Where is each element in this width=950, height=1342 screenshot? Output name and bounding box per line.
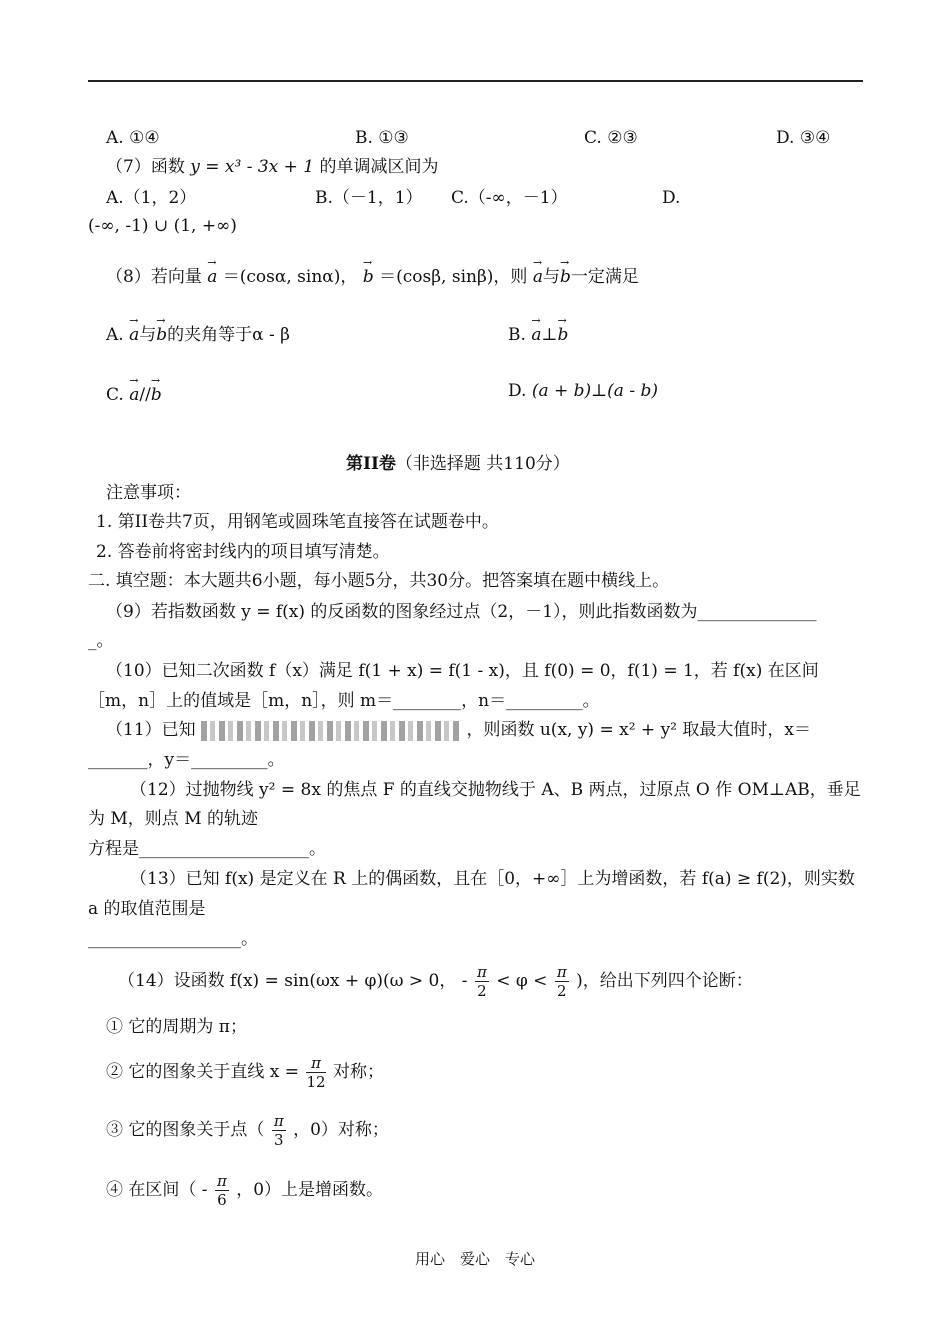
vector-a: → a	[531, 320, 541, 346]
q7-option-b: B.（－1，1）	[315, 188, 423, 208]
q6-option-d: D. ③④	[776, 128, 831, 148]
q14-s3-suffix: ，0）对称；	[293, 1120, 389, 1140]
q10-line1: （10）已知二次函数 f（x）满足 f(1 + x) = f(1 - x)，且 f(0) = 0，f(1) = 1，若 f(x) 在区间	[106, 661, 819, 681]
section2-title-rest: （非选择题 共110分）	[395, 454, 570, 474]
q13-line2: a 的取值范围是	[88, 899, 206, 919]
q11-suffix: ，则函数 u(x, y) = x² + y² 取最大值时，x＝	[466, 720, 811, 740]
q9-line1: （9）若指数函数 y = f(x) 的反函数的图象经过点（2，－1），则此指数函数为______________	[106, 602, 817, 622]
q8-and: 与	[542, 267, 560, 287]
fraction-pi-over-3	[272, 1112, 286, 1149]
fill-blank-header: 二. 填空题：本大题共6小题，每小题5分，共30分。把答案填在题中横线上。	[88, 571, 670, 591]
vector-a: → a	[533, 262, 543, 288]
fraction-pi-over-12	[306, 1054, 325, 1091]
obscured-inequality-image	[201, 721, 461, 741]
vector-b: → b	[151, 380, 162, 406]
q8-a-label: A.	[106, 325, 124, 345]
q8-d-text: (a + b)⊥(a - b)	[531, 381, 658, 401]
q6-option-b: B. ①③	[355, 128, 409, 148]
frac-num: π	[476, 963, 487, 981]
fraction-pi-over-6	[215, 1172, 229, 1209]
q14-statement-3	[106, 1111, 389, 1149]
q7-suffix: 的单调减区间为	[319, 157, 439, 177]
q7-formula: y = x³ - 3x + 1	[190, 157, 315, 177]
q7-option-d: D.	[662, 188, 681, 208]
q8-stem	[106, 262, 639, 288]
q14-statement-2	[106, 1053, 384, 1091]
vector-a: → a	[207, 262, 217, 288]
section2-title-bold: 第II卷	[346, 454, 396, 474]
q14-s3-prefix: ③ 它的图象关于点（	[106, 1120, 265, 1140]
q8-option-c	[106, 380, 162, 406]
notes-title: 注意事项：	[106, 483, 191, 503]
q14-s2-suffix: 对称；	[332, 1062, 384, 1082]
vector-a: → a	[129, 380, 139, 406]
q8-prefix: （8）若向量	[106, 267, 202, 287]
q8-tail: 一定满足	[570, 267, 639, 287]
q11-prefix: （11）已知	[106, 720, 196, 740]
note-2: 2. 答卷前将密封线内的项目填写清楚。	[96, 542, 390, 562]
note-1: 1. 第II卷共7页，用钢笔或圆珠笔直接答在试题卷中。	[96, 512, 499, 532]
frac-num: π	[306, 1054, 325, 1073]
q8-a-text: 的夹角等于α - β	[167, 325, 290, 345]
q7-option-c: C.（-∞，－1）	[451, 188, 568, 208]
vector-a: → a	[129, 320, 139, 346]
vector-b: → b	[363, 262, 374, 288]
q14-stem	[118, 962, 753, 1000]
q9-line2: _。	[88, 631, 114, 651]
frac-den: 12	[306, 1073, 326, 1091]
q14-s4-prefix: ④ 在区间（ -	[106, 1180, 208, 1200]
q10-line2: ［m，n］上的值域是［m，n］，则 m＝________，n＝_________。	[88, 691, 600, 711]
q13-line3: __________________。	[88, 929, 258, 949]
frac-den: 2	[477, 982, 487, 1000]
q13-line1: （13）已知 f(x) 是定义在 R 上的偶函数，且在［0，+∞］上为增函数，若 f(a) ≥ f(2)，则实数	[130, 869, 855, 889]
q8-c-text: //	[139, 385, 151, 405]
q8-a-equation: ＝(cosα, sinα)，	[222, 267, 358, 287]
q7-stem	[106, 156, 439, 178]
frac-den: 6	[217, 1191, 227, 1209]
page-footer: 用心 爱心 专心	[414, 1250, 535, 1268]
q14-s4-suffix: ，0）上是增函数。	[236, 1180, 384, 1200]
vector-b: → b	[156, 320, 167, 346]
frac-num: π	[556, 963, 567, 981]
q14-prefix: （14）设函数 f(x) = sin(ωx + φ)(ω > 0， -	[118, 971, 468, 991]
q8-option-d	[508, 380, 658, 402]
q8-option-a: A. → a与→ b的夹角等于α - β	[106, 320, 290, 346]
fraction-pi-over-2	[475, 963, 489, 1000]
frac-num: π	[273, 1112, 284, 1130]
q12-line2: 为 M，则点 M 的轨迹	[88, 809, 259, 829]
section2-title	[346, 453, 570, 475]
q6-option-c: C. ②③	[584, 128, 638, 148]
header-rule	[88, 80, 863, 82]
q8-d-label: D.	[508, 381, 527, 401]
frac-num: π	[216, 1172, 227, 1190]
q8-option-b	[508, 320, 568, 346]
q12-line1: （12）过抛物线 y² = 8x 的焦点 F 的直线交抛物线于 A、B 两点，过原点 O 作 OM⊥AB，垂足	[130, 780, 861, 800]
q7-option-d-value: (-∞, -1) ∪ (1, +∞)	[88, 216, 237, 236]
q7-option-a: A.（1，2）	[106, 188, 197, 208]
frac-den: 2	[556, 982, 567, 1000]
q7-prefix: （7）函数	[106, 157, 185, 177]
q14-statement-1: ① 它的周期为 π；	[106, 1017, 247, 1037]
q8-b-text: ⊥	[541, 325, 558, 345]
fraction-pi-over-2	[555, 963, 569, 1000]
q8-b-equation: ＝(cosβ, sinβ)，则	[379, 267, 528, 287]
q14-s2-prefix: ② 它的图象关于直线 x =	[106, 1062, 300, 1082]
q8-b-label: B.	[508, 325, 526, 345]
vector-b: → b	[557, 320, 568, 346]
q14-statement-4	[106, 1171, 383, 1209]
q12-line3: 方程是____________________。	[88, 839, 326, 859]
q8-c-label: C.	[106, 385, 124, 405]
q14-suffix: )，给出下列四个论断：	[576, 971, 753, 991]
q11-line1	[106, 719, 811, 741]
q11-line2: _______，y＝_________。	[88, 750, 285, 770]
frac-den: 3	[273, 1131, 284, 1149]
q6-option-a: A. ①④	[106, 128, 160, 148]
q14-mid: < φ <	[496, 971, 548, 991]
vector-b: → b	[560, 262, 571, 288]
